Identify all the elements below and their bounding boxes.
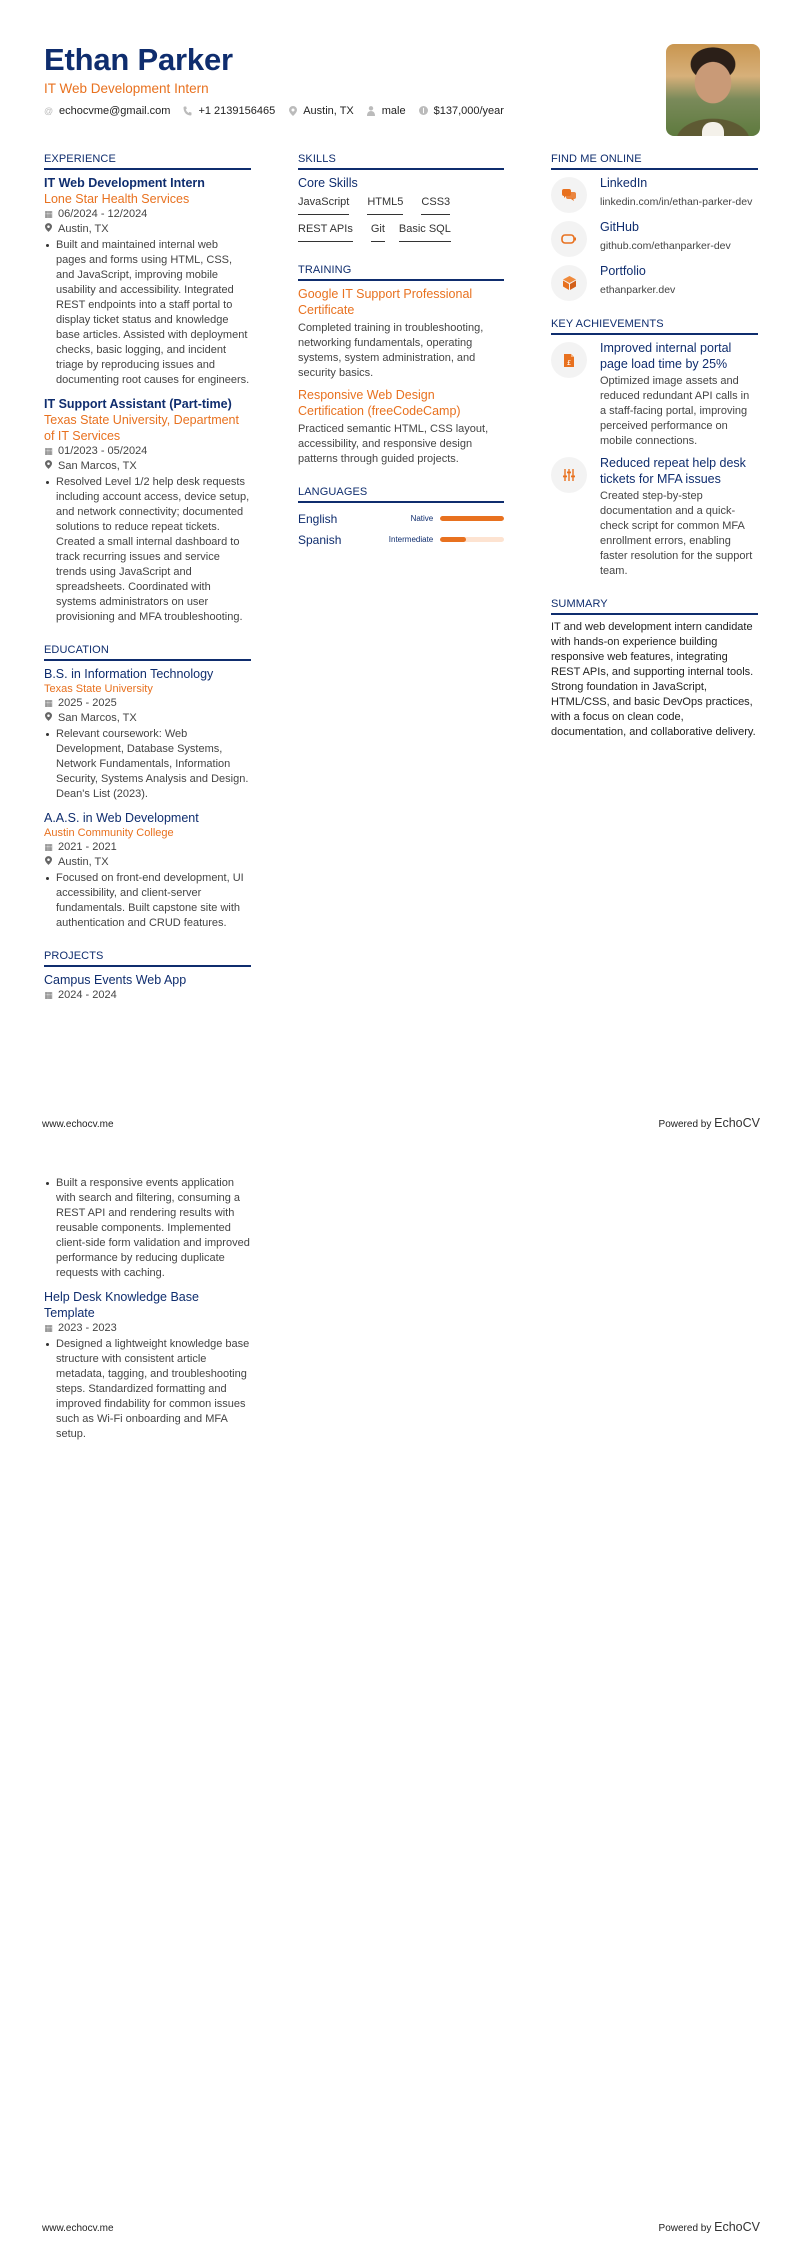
section-heading: SUMMARY bbox=[551, 597, 758, 615]
calendar-icon: ▦ bbox=[44, 446, 53, 456]
sliders-icon bbox=[551, 457, 587, 493]
location-pin-icon bbox=[44, 459, 53, 474]
footer-powered bbox=[659, 2220, 760, 2234]
date-text: 2021 - 2021 bbox=[58, 841, 117, 853]
battery-icon bbox=[551, 221, 587, 257]
job-location bbox=[44, 222, 251, 237]
bullet-list bbox=[44, 238, 251, 388]
date-text: 2023 - 2023 bbox=[58, 1322, 117, 1334]
link-label: GitHub bbox=[600, 220, 639, 234]
project-name: Campus Events Web App bbox=[44, 973, 187, 987]
date-range bbox=[44, 840, 251, 855]
location-text: San Marcos, TX bbox=[58, 712, 137, 724]
skill-group-title: Core Skills bbox=[298, 176, 358, 190]
location-text: Austin, TX bbox=[303, 105, 354, 117]
calendar-icon: ▦ bbox=[44, 990, 53, 1000]
job-location bbox=[44, 459, 251, 474]
bullet-item: Resolved Level 1/2 help desk requests including account access, device setup, and network connectivity; documented solutions to reduce repeat tickets. Created a small internal dashboard to track recurring issues and service trends using JavaScript and spreadsheets. Coordinated with systems administrators on user provisioning and MFA troubleshooting. bbox=[44, 475, 251, 625]
contact-salary bbox=[419, 105, 504, 117]
achievement-item bbox=[551, 340, 758, 449]
training-description: Completed training in troubleshooting, networking fundamentals, operating systems, system administration, and security basics. bbox=[298, 322, 484, 379]
language-name: English bbox=[298, 511, 338, 526]
page-footer bbox=[42, 2220, 760, 2234]
date-range bbox=[44, 1321, 251, 1336]
date-range bbox=[44, 696, 251, 711]
achievement-title: Improved internal portal page load time by 25% bbox=[600, 341, 732, 371]
candidate-title: IT Web Development Intern bbox=[44, 81, 209, 96]
training-title: Responsive Web Design Certification (freeCodeCamp) bbox=[298, 388, 461, 418]
footer-powered bbox=[659, 1116, 760, 1130]
section-heading: KEY ACHIEVEMENTS bbox=[551, 317, 758, 335]
link-linkedin[interactable] bbox=[551, 175, 758, 213]
language-row bbox=[298, 508, 504, 529]
education-entry bbox=[44, 666, 251, 802]
training-section bbox=[298, 263, 504, 467]
skill-chip: CSS3 bbox=[421, 195, 450, 215]
powered-by-text: Powered by bbox=[658, 1119, 712, 1130]
location-pin-icon bbox=[44, 711, 53, 726]
at-icon: @ bbox=[44, 106, 54, 116]
training-description: Practiced semantic HTML, CSS layout, accessibility, and responsive design patterns through guided projects. bbox=[298, 423, 489, 465]
calendar-icon: ▦ bbox=[44, 698, 53, 708]
calendar-icon: ▦ bbox=[44, 842, 53, 852]
section-heading: LANGUAGES bbox=[298, 485, 504, 503]
bullet-list bbox=[44, 1337, 251, 1442]
experience-entry bbox=[44, 396, 251, 625]
bullet-list bbox=[44, 871, 251, 931]
footer-site-link[interactable]: www.echocv.me bbox=[42, 2223, 114, 2234]
project-entry-continued bbox=[44, 1176, 251, 1281]
achievements-section bbox=[551, 317, 758, 579]
contact-location bbox=[288, 105, 354, 117]
degree-title: A.A.S. in Web Development bbox=[44, 811, 199, 825]
brand-name[interactable]: EchoCV bbox=[714, 1116, 760, 1130]
education-section bbox=[44, 643, 251, 931]
summary-text: IT and web development intern candidate with hands-on experience building responsive web features, integrating REST APIs, and supporting internal tools. Strong foundation in JavaScript, HTML/CSS, and basic DevOps practices, with a focus on clean code, documentation, and collaborative delivery. bbox=[551, 621, 756, 738]
project-entry bbox=[44, 1289, 251, 1442]
section-heading: EDUCATION bbox=[44, 643, 251, 661]
job-title: IT Support Assistant (Part-time) bbox=[44, 397, 232, 411]
degree-title: B.S. in Information Technology bbox=[44, 667, 214, 681]
location-text: Austin, TX bbox=[58, 223, 109, 235]
phone-icon bbox=[183, 106, 192, 116]
school-location bbox=[44, 711, 251, 726]
bullet-list bbox=[44, 475, 251, 625]
cube-icon bbox=[551, 265, 587, 301]
location-pin-icon bbox=[44, 855, 53, 870]
bullet-item: Relevant coursework: Web Development, Database Systems, Network Fundamentals, Information Security, Systems Analysis and Design. Dean's List (2023). bbox=[44, 727, 251, 802]
date-range bbox=[44, 444, 251, 459]
date-text: 2024 - 2024 bbox=[58, 989, 117, 1001]
brand-name[interactable]: EchoCV bbox=[714, 2220, 760, 2234]
job-title: IT Web Development Intern bbox=[44, 176, 205, 190]
achievement-title: Reduced repeat help desk tickets for MFA issues bbox=[600, 456, 746, 486]
svg-text:£: £ bbox=[566, 358, 572, 367]
link-label: Portfolio bbox=[600, 264, 646, 278]
salary-text: $137,000/year bbox=[433, 105, 504, 117]
proficiency-bar bbox=[440, 516, 504, 521]
date-text: 06/2024 - 12/2024 bbox=[58, 208, 148, 220]
bullet-item: Built a responsive events application with search and filtering, consuming a REST API and rendering results with reusable components. Implemented client-side form validation and improved performance by reducing duplicate requests with caching. bbox=[44, 1176, 251, 1281]
date-range bbox=[44, 988, 251, 1003]
company-name: Lone Star Health Services bbox=[44, 192, 190, 206]
section-heading: SKILLS bbox=[298, 152, 504, 170]
projects-section bbox=[44, 949, 251, 1003]
bullet-item: Designed a lightweight knowledge base structure with consistent article metadata, tagging, and troubleshooting steps. Standardized formatting and improved findability for common issues such as Wi-Fi onboarding and MFA setup. bbox=[44, 1337, 251, 1442]
chat-bubbles-icon bbox=[551, 177, 587, 213]
date-range bbox=[44, 207, 251, 222]
footer-site-link[interactable]: www.echocv.me bbox=[42, 1119, 114, 1130]
company-name: Texas State University, Department of IT Services bbox=[44, 413, 239, 443]
money-icon bbox=[419, 106, 428, 116]
page-footer bbox=[42, 1116, 760, 1130]
bullet-list bbox=[44, 727, 251, 802]
link-portfolio[interactable] bbox=[551, 263, 758, 301]
project-entry bbox=[44, 972, 251, 1003]
training-title: Google IT Support Professional Certificate bbox=[298, 287, 473, 317]
language-level: Intermediate bbox=[388, 535, 434, 544]
location-pin-icon bbox=[44, 222, 53, 237]
language-name: Spanish bbox=[298, 532, 342, 547]
languages-section bbox=[298, 485, 504, 550]
skill-chip: HTML5 bbox=[367, 195, 403, 215]
calendar-icon: ▦ bbox=[44, 209, 53, 219]
powered-by-text: Powered by bbox=[658, 2223, 712, 2234]
date-text: 2025 - 2025 bbox=[58, 697, 117, 709]
project-name: Help Desk Knowledge Base Template bbox=[44, 1290, 199, 1320]
school-location bbox=[44, 855, 251, 870]
experience-section bbox=[44, 152, 251, 625]
calendar-icon: ▦ bbox=[44, 1323, 53, 1333]
link-url[interactable]: github.com/ethanparker-dev bbox=[600, 240, 731, 252]
summary-section bbox=[551, 597, 758, 740]
link-url[interactable]: linkedin.com/in/ethan-parker-dev bbox=[600, 196, 753, 208]
right-column bbox=[551, 152, 758, 758]
school-name: Texas State University bbox=[44, 683, 153, 695]
link-github[interactable] bbox=[551, 219, 758, 257]
resume-header bbox=[44, 42, 517, 117]
section-heading: EXPERIENCE bbox=[44, 152, 251, 170]
experience-entry bbox=[44, 175, 251, 388]
language-row bbox=[298, 529, 504, 550]
candidate-name: Ethan Parker bbox=[44, 42, 233, 77]
bullet-list bbox=[44, 1176, 251, 1281]
skills-section bbox=[298, 152, 504, 249]
email-text: echocvme@gmail.com bbox=[59, 105, 171, 117]
school-name: Austin Community College bbox=[44, 827, 174, 839]
date-text: 01/2023 - 05/2024 bbox=[58, 445, 148, 457]
contact-gender bbox=[367, 105, 406, 117]
achievement-description: Optimized image assets and reduced redundant API calls in a staff-facing portal, improving perceived performance on mobile connections. bbox=[600, 375, 750, 447]
section-heading: TRAINING bbox=[298, 263, 504, 281]
skill-list bbox=[298, 195, 504, 249]
link-label: LinkedIn bbox=[600, 176, 648, 190]
phone-text: +1 2139156465 bbox=[198, 105, 276, 117]
proficiency-bar bbox=[440, 537, 504, 542]
person-icon bbox=[367, 106, 376, 116]
skill-chip: Basic SQL bbox=[399, 222, 451, 242]
skill-chip: REST APIs bbox=[298, 222, 353, 242]
link-url[interactable]: ethanparker.dev bbox=[600, 284, 676, 296]
proficiency-fill bbox=[440, 537, 466, 542]
online-section bbox=[551, 152, 758, 301]
achievement-item bbox=[551, 455, 758, 579]
section-heading: FIND ME ONLINE bbox=[551, 152, 758, 170]
left-column bbox=[44, 152, 251, 1021]
document-pound-icon bbox=[551, 342, 587, 378]
skill-chip: JavaScript bbox=[298, 195, 349, 215]
education-entry bbox=[44, 810, 251, 931]
section-heading: PROJECTS bbox=[44, 949, 251, 967]
location-pin-icon bbox=[288, 106, 297, 116]
bullet-item: Focused on front-end development, UI accessibility, and client-server fundamentals. Built capstone site with authentication and CRUD features. bbox=[44, 871, 251, 931]
proficiency-fill bbox=[440, 516, 504, 521]
resume-page-2 bbox=[0, 1145, 794, 2246]
gender-text: male bbox=[381, 105, 406, 117]
language-level: Native bbox=[410, 514, 434, 523]
middle-column bbox=[298, 152, 504, 568]
bullet-item: Built and maintained internal web pages and forms using HTML, CSS, and JavaScript, improving mobile usability and accessibility. Integrated REST endpoints into a staff portal to display ticket status and knowledge base articles. Assisted with deployment checks, basic logging, and incident triage by reproducing issues and documenting root causes for engineers. bbox=[44, 238, 251, 388]
contact-phone[interactable] bbox=[183, 105, 275, 117]
location-text: San Marcos, TX bbox=[58, 460, 137, 472]
contact-bar bbox=[44, 105, 517, 117]
contact-email[interactable] bbox=[44, 105, 170, 117]
skill-chip: Git bbox=[371, 222, 385, 242]
projects-continued bbox=[44, 1175, 251, 1450]
achievement-description: Created step-by-step documentation and a quick-check script for common MFA enrollment errors, enabling faster resolution for the support team. bbox=[600, 490, 753, 577]
profile-photo bbox=[666, 44, 760, 136]
location-text: Austin, TX bbox=[58, 856, 109, 868]
